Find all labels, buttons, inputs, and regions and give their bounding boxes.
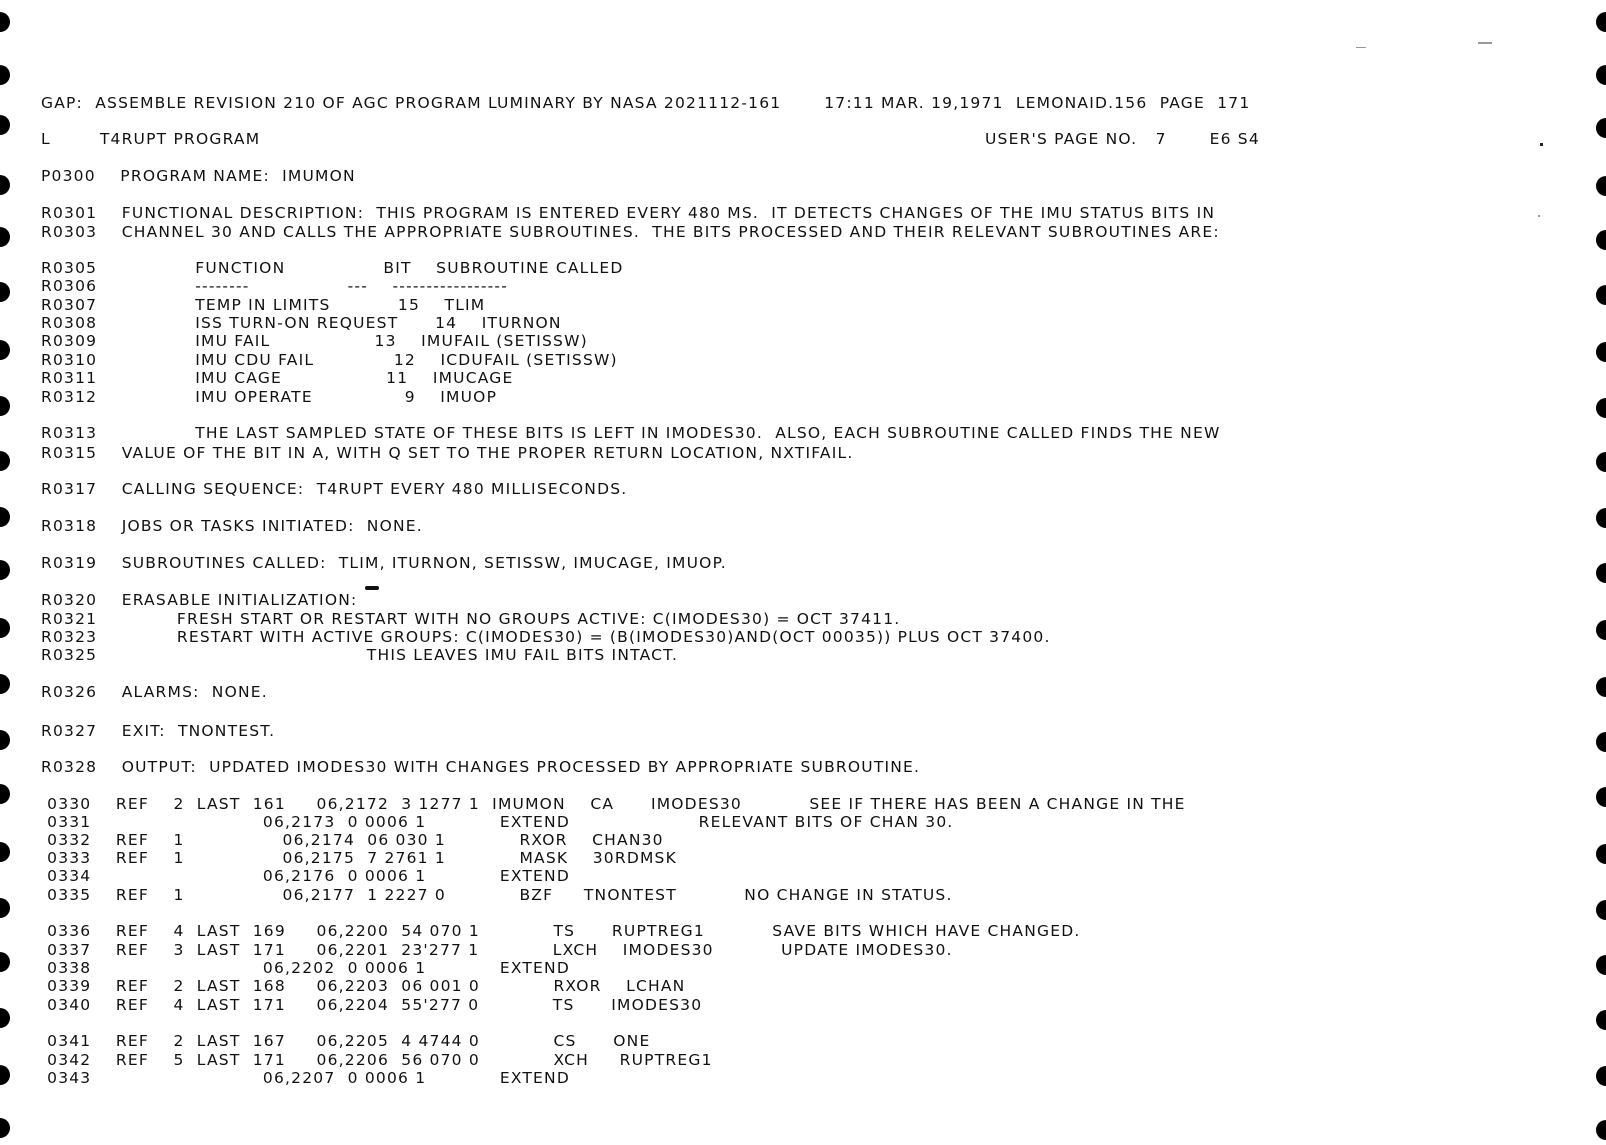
listing-line: P0300 PROGRAM NAME: IMUMON	[41, 167, 356, 185]
listing-line: R0305 FUNCTION BIT SUBROUTINE CALLED	[41, 259, 624, 277]
listing-line: 0337 REF 3 LAST 171 06,2201 23'277 1 LXCH IMODES30 UPDATE IMODES30.	[41, 941, 953, 959]
tractor-hole	[0, 340, 10, 360]
listing-line: R0308 ISS TURN-ON REQUEST 14 ITURNON	[41, 314, 562, 332]
listing-line: R0311 IMU CAGE 11 IMUCAGE	[41, 369, 514, 387]
listing-line: R0319 SUBROUTINES CALLED: TLIM, ITURNON, SETISSW, IMUCAGE, IMUOP.	[41, 554, 727, 572]
tractor-hole	[0, 175, 10, 195]
tractor-hole	[1596, 12, 1606, 32]
listing-line: 0341 REF 2 LAST 167 06,2205 4 4744 0 CS ONE	[41, 1032, 651, 1050]
tractor-hole	[1596, 620, 1606, 640]
tractor-hole	[1596, 1066, 1606, 1086]
tractor-hole	[1596, 176, 1606, 196]
tractor-hole	[0, 507, 10, 527]
listing-line: 0343 06,2207 0 0006 1 EXTEND	[41, 1069, 570, 1087]
tractor-hole	[0, 282, 10, 302]
listing-line: 0338 06,2202 0 0006 1 EXTEND	[41, 959, 570, 977]
listing-line: R0321 FRESH START OR RESTART WITH NO GROUPS ACTIVE: C(IMODES30) = OCT 37411.	[41, 610, 901, 628]
tractor-hole	[0, 560, 10, 580]
tractor-hole	[0, 65, 10, 85]
tractor-hole	[0, 12, 10, 32]
tractor-hole	[1596, 1010, 1606, 1030]
listing-title: L T4RUPT PROGRAM	[41, 130, 261, 148]
tractor-hole	[1596, 563, 1606, 583]
listing-line: 0334 06,2176 0 0006 1 EXTEND	[41, 867, 570, 885]
listing-line: 0332 REF 1 06,2174 06 030 1 RXOR CHAN30	[41, 831, 664, 849]
paper-speck	[1478, 42, 1492, 44]
ink-smudge	[365, 586, 379, 590]
tractor-hole	[1596, 230, 1606, 250]
listing-line: R0325 THIS LEAVES IMU FAIL BITS INTACT.	[41, 646, 679, 664]
tractor-hole	[1596, 285, 1606, 305]
tractor-hole	[1596, 508, 1606, 528]
tractor-hole	[0, 115, 10, 135]
listing-line: 0333 REF 1 06,2175 7 2761 1 MASK 30RDMSK	[41, 849, 677, 867]
listing-header-line: GAP: ASSEMBLE REVISION 210 OF AGC PROGRAM LUMINARY BY NASA 2021112-161 17:11 MAR. 19,1971 LEMONAID.156 PAGE 171	[41, 94, 1251, 112]
tractor-hole	[1596, 65, 1606, 85]
listing-line: R0312 IMU OPERATE 9 IMUOP	[41, 388, 498, 406]
tractor-hole	[0, 730, 10, 750]
listing-line: R0309 IMU FAIL 13 IMUFAIL (SETISSW)	[41, 332, 588, 350]
listing-line: 0335 REF 1 06,2177 1 2227 0 BZF TNONTEST NO CHANGE IN STATUS.	[41, 886, 953, 904]
tractor-hole	[0, 1118, 10, 1138]
listing-line: R0328 OUTPUT: UPDATED IMODES30 WITH CHANGES PROCESSED BY APPROPRIATE SUBROUTINE.	[41, 758, 921, 776]
listing-line: R0323 RESTART WITH ACTIVE GROUPS: C(IMODES30) = (B(IMODES30)AND(OCT 00035)) PLUS OCT 37400.	[41, 628, 1051, 646]
tractor-hole	[0, 784, 10, 804]
tractor-hole	[0, 952, 10, 972]
listing-line: R0306 -------- --- -----------------	[41, 277, 508, 295]
tractor-hole	[1596, 342, 1606, 362]
tractor-hole	[1596, 398, 1606, 418]
right-tractor-holes	[1596, 0, 1606, 1145]
listing-line: R0310 IMU CDU FAIL 12 ICDUFAIL (SETISSW)	[41, 351, 618, 369]
tractor-hole	[1596, 118, 1606, 138]
tractor-hole	[1596, 732, 1606, 752]
listing-line: R0320 ERASABLE INITIALIZATION:	[41, 591, 358, 609]
listing-line: R0303 CHANNEL 30 AND CALLS THE APPROPRIATE SUBROUTINES. THE BITS PROCESSED AND THEIR RELEVANT SUBROUTINES ARE:	[41, 223, 1220, 241]
tractor-hole	[0, 1065, 10, 1085]
left-tractor-holes	[0, 0, 10, 1145]
tractor-hole	[0, 227, 10, 247]
paper-speck	[1356, 47, 1366, 48]
listing-line: R0326 ALARMS: NONE.	[41, 683, 268, 701]
tractor-hole	[1596, 955, 1606, 975]
listing-line: 0342 REF 5 LAST 171 06,2206 56 070 0 XCH RUPTREG1	[41, 1051, 713, 1069]
listing-line: 0336 REF 4 LAST 169 06,2200 54 070 1 TS RUPTREG1 SAVE BITS WHICH HAVE CHANGED.	[41, 922, 1081, 940]
listing-line: 0331 06,2173 0 0006 1 EXTEND RELEVANT BITS OF CHAN 30.	[41, 813, 954, 831]
listing-line: R0317 CALLING SEQUENCE: T4RUPT EVERY 480 MILLISECONDS.	[41, 480, 628, 498]
tractor-hole	[0, 674, 10, 694]
tractor-hole	[1596, 844, 1606, 864]
listing-line: 0339 REF 2 LAST 168 06,2203 06 001 0 RXOR LCHAN	[41, 977, 686, 995]
listing-line: R0313 THE LAST SAMPLED STATE OF THESE BITS IS LEFT IN IMODES30. ALSO, EACH SUBROUTINE CALLED FINDS THE NEW	[41, 424, 1221, 442]
tractor-hole	[0, 1008, 10, 1028]
tractor-hole	[0, 618, 10, 638]
tractor-hole	[1596, 900, 1606, 920]
tractor-hole	[0, 396, 10, 416]
tractor-hole	[1596, 452, 1606, 472]
tractor-hole	[1596, 677, 1606, 697]
tractor-hole	[0, 451, 10, 471]
tractor-hole	[1596, 787, 1606, 807]
tractor-hole	[0, 898, 10, 918]
tractor-hole	[1596, 1120, 1606, 1140]
tractor-hole	[0, 842, 10, 862]
users-page-number: USER'S PAGE NO. 7 E6 S4	[985, 130, 1260, 148]
listing-line: 0340 REF 4 LAST 171 06,2204 55'277 0 TS IMODES30	[41, 996, 703, 1014]
listing-line: R0318 JOBS OR TASKS INITIATED: NONE.	[41, 517, 423, 535]
listing-line: 0330 REF 2 LAST 161 06,2172 3 1277 1 IMUMON CA IMODES30 SEE IF THERE HAS BEEN A CHANGE IN THE	[41, 795, 1186, 813]
listing-line: R0301 FUNCTIONAL DESCRIPTION: THIS PROGRAM IS ENTERED EVERY 480 MS. IT DETECTS CHANGES OF THE IMU STATUS BITS IN	[41, 204, 1216, 222]
listing-line: R0315 VALUE OF THE BIT IN A, WITH Q SET TO THE PROPER RETURN LOCATION, NXTIFAIL.	[41, 444, 854, 462]
listing-line: R0327 EXIT: TNONTEST.	[41, 722, 276, 740]
paper-speck	[1540, 143, 1543, 146]
paper-speck	[1538, 215, 1540, 217]
listing-line: R0307 TEMP IN LIMITS 15 TLIM	[41, 296, 486, 314]
